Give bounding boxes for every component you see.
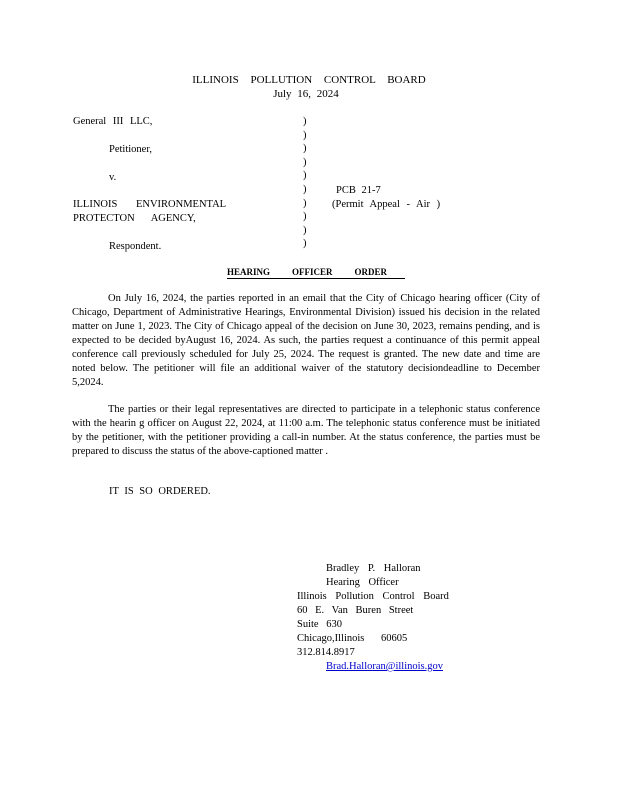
respondent-name-line1: ILLINOIS ENVIRONMENTAL bbox=[73, 199, 227, 210]
respondent-label: Respondent. bbox=[109, 241, 162, 252]
caption-paren: ) bbox=[303, 197, 307, 209]
body-paragraph-2: The parties or their legal representatives are directed to participate in a telephonic status conference with the hearin g officer on August 22, 2024, at 11:00 a.m. The telephonic status conference must be initiated by the petitioner, with the petitioner providing a call-in number. At the status conference, the parties must be prepared to discuss the status of the above-captioned matter . bbox=[72, 404, 540, 457]
case-type: (Permit Appeal - Air ) bbox=[332, 199, 441, 210]
caption-paren: ) bbox=[303, 211, 307, 223]
agency-heading: ILLINOIS POLLUTION CONTROL BOARD bbox=[192, 74, 426, 86]
caption-paren: ) bbox=[303, 183, 307, 195]
order-date: July 16, 2024 bbox=[273, 88, 339, 100]
caption-paren: ) bbox=[303, 143, 307, 155]
caption-paren: ) bbox=[303, 224, 307, 236]
order-title-word: HEARING bbox=[227, 267, 271, 277]
closing-statement: IT IS SO ORDERED. bbox=[109, 486, 211, 497]
signature-board: Illinois Pollution Control Board bbox=[297, 591, 449, 602]
signature-suite: Suite 630 bbox=[297, 619, 342, 630]
case-number: PCB 21-7 bbox=[336, 185, 381, 196]
order-title-word: OFFICER bbox=[292, 267, 333, 277]
order-title-word: ORDER bbox=[354, 267, 388, 277]
versus-label: v. bbox=[109, 172, 117, 183]
signature-title: Hearing Officer bbox=[326, 577, 399, 588]
caption-paren: ) bbox=[303, 238, 307, 250]
signature-phone: 312.814.8917 bbox=[297, 647, 355, 658]
petitioner-label: Petitioner, bbox=[109, 144, 153, 155]
caption-paren: ) bbox=[303, 156, 307, 168]
respondent-name-line2: PROTECTON AGENCY, bbox=[73, 213, 196, 224]
caption-paren: ) bbox=[303, 129, 307, 141]
signature-name: Bradley P. Halloran bbox=[326, 563, 421, 574]
order-title bbox=[227, 267, 405, 279]
petitioner-name: General III LLC, bbox=[73, 116, 153, 127]
signature-email-link[interactable]: Brad.Halloran@illinois.gov bbox=[326, 661, 443, 672]
body-paragraph-1: On July 16, 2024, the parties reported in an email that the City of Chicago hearing officer (City of Chicago, Department of Administrative Hearings, Environmental Division) issued his decision in the related matter on June 1, 2023. The City of Chicago appeal of the decision on June 30, 2023, remains pending, and is expected to be decided byAugust 16, 2024. As such, the parties request a continuance of this permit appeal conference call previously scheduled for July 25, 2024. The request is granted. The new date and time are noted below. The petitioner will file an additional waiver of the statutory decisiondeadline to December 5,2024. bbox=[72, 293, 540, 388]
caption-paren: ) bbox=[303, 170, 307, 182]
caption-divider bbox=[303, 115, 307, 251]
signature-city: Chicago,Illinois 60605 bbox=[297, 633, 408, 644]
signature-street: 60 E. Van Buren Street bbox=[297, 605, 414, 616]
caption-paren: ) bbox=[303, 116, 307, 127]
